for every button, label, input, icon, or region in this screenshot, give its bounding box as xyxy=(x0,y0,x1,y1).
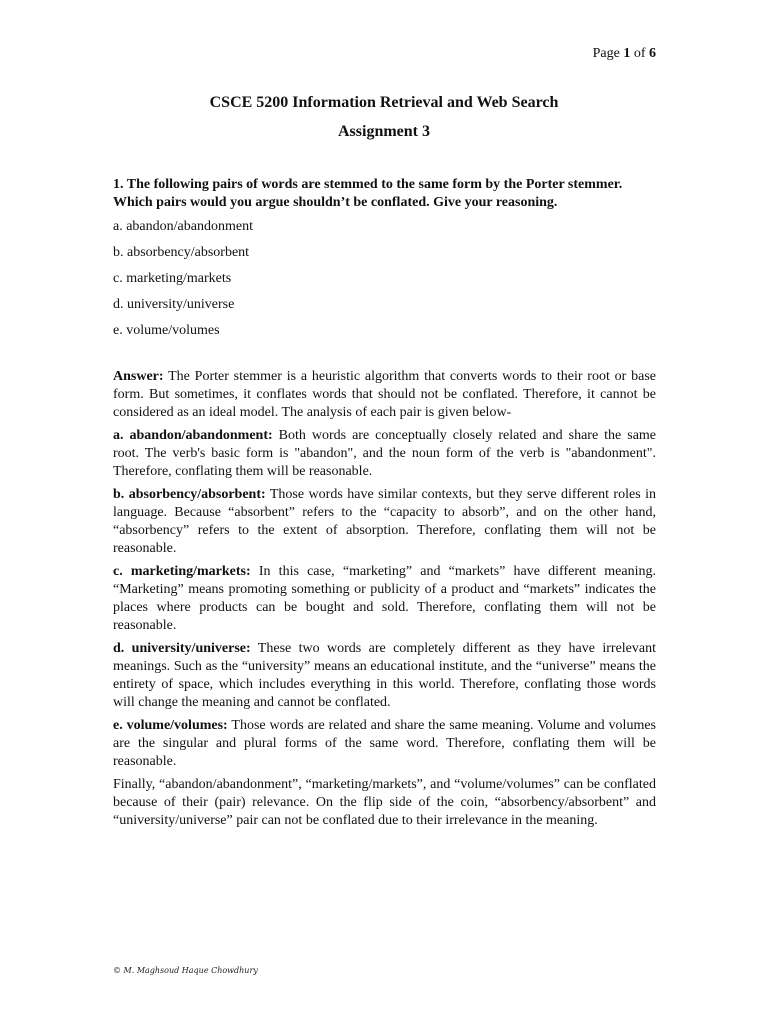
answer-item-term: d. university/universe: xyxy=(113,641,251,656)
answer-item xyxy=(113,427,656,481)
answer-item-text: These two words are completely different as they have irrelevant meanings. Such as the “university” means an educational institute, and the “universe” means the entirety of space, which includes everything in this world. Therefore, conflating those words will change the meaning and cannot be conflated. xyxy=(113,641,656,710)
answer-label: Answer: xyxy=(113,369,164,384)
answer-item xyxy=(113,563,656,635)
question-text: 1. The following pairs of words are stemmed to the same form by the Porter stemmer. Which pairs would you argue shouldn’t be conflated. Give your reasoning. xyxy=(113,177,623,210)
answer-intro-text: The Porter stemmer is a heuristic algorithm that converts words to their root or base form. But sometimes, it conflates words that should not be conflated. Therefore, it cannot be considered as an ideal model. The analysis of each pair is given below- xyxy=(113,369,656,420)
answer-item-text: Those words are related and share the same meaning. Volume and volumes are the singular and plural forms of the same word. Therefore, conflating them will be reasonable. xyxy=(113,718,656,769)
answer-item xyxy=(113,640,656,712)
answer-conclusion: Finally, “abandon/abandonment”, “marketing/markets”, and “volume/volumes” can be conflated because of their (pair) relevance. On the flip side of the coin, “absorbency/absorbent” and “university/universe” pair can not be conflated due to their irrelevance in the meaning. xyxy=(113,777,656,828)
page-number xyxy=(593,46,656,62)
answer-item xyxy=(113,486,656,558)
answer-item-text: Those words have similar contexts, but they serve different roles in language. Because “absorbent” refers to the “capacity to absorb”, and on the other hand, “absorbency” refers to the extent of absorption. Therefore, conflating them will not be reasonable. xyxy=(113,487,656,556)
answer-item-text: Both words are conceptually closely related and share the same root. The verb's basic form is "abandon", and the noun form of the verb is "abandonment". Therefore, conflating them will be reasonable. xyxy=(113,428,657,479)
question-option: a. abandon/abandonment xyxy=(113,219,253,234)
answer-intro xyxy=(113,368,656,422)
page-total: 6 xyxy=(649,46,656,61)
answer-item-term: a. abandon/abandonment: xyxy=(113,428,273,443)
question-option: d. university/universe xyxy=(113,297,235,312)
course-title: CSCE 5200 Information Retrieval and Web Search xyxy=(209,94,559,111)
question-option: e. volume/volumes xyxy=(113,323,220,338)
answer-item xyxy=(113,717,656,771)
page-current: 1 xyxy=(623,46,631,61)
answer-item-term: b. absorbency/absorbent: xyxy=(113,487,266,502)
question-option: b. absorbency/absorbent xyxy=(113,245,250,260)
answer-item-term: e. volume/volumes: xyxy=(113,718,228,733)
document-body xyxy=(113,176,656,835)
answer-item-term: c. marketing/markets: xyxy=(113,564,251,579)
copyright-footer: © M. Maghsoud Haque Chowdhury xyxy=(113,966,258,975)
assignment-title: Assignment 3 xyxy=(337,123,430,140)
page-of: of xyxy=(633,46,646,61)
page-label: Page xyxy=(592,46,620,61)
question-option: c. marketing/markets xyxy=(113,271,232,286)
answer-item-text: In this case, “marketing” and “markets” have different meaning. “Marketing” means promoting something or publicity of a product and “markets” indicates the places where products can be bought and sold. Therefore, conflating them will not be reasonable. xyxy=(113,564,657,633)
answer-section xyxy=(113,368,656,830)
